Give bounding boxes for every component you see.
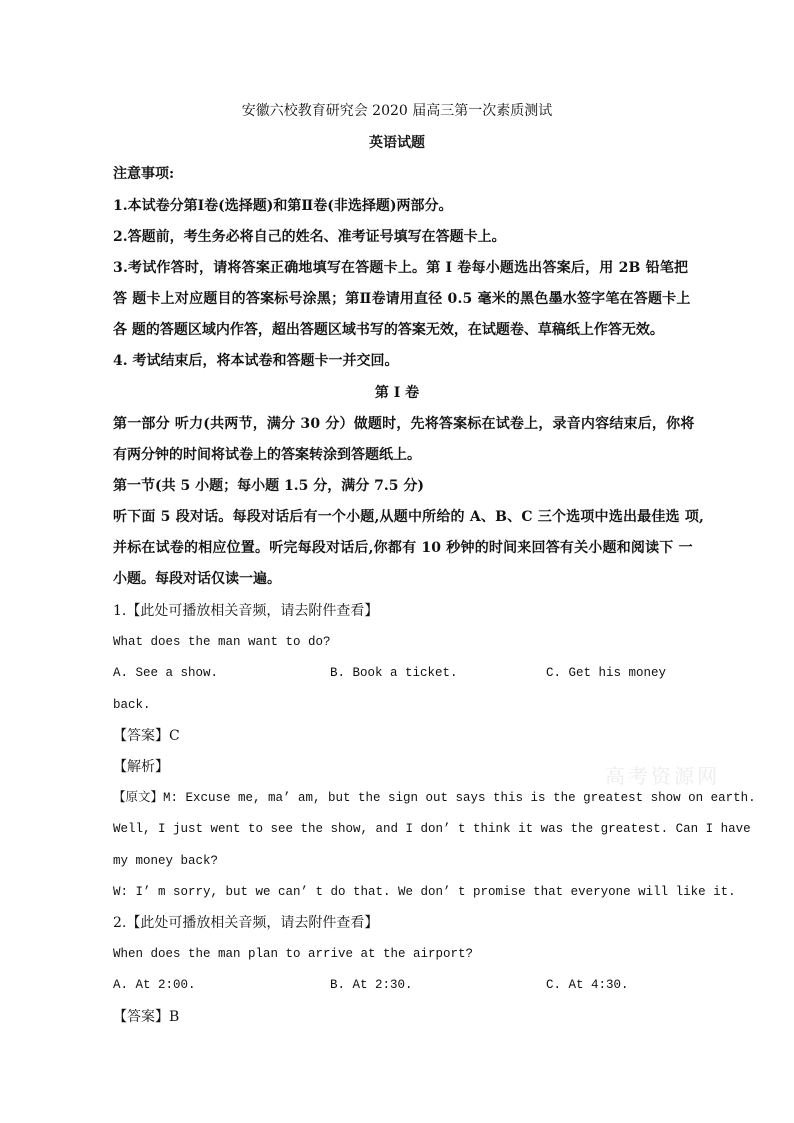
q2-option-a: A. At 2:00. (113, 978, 196, 992)
q2-question: When does the man plan to arrive at the airport? (113, 947, 474, 961)
notes-item-3-line-3: 各 题的答题区域内作答，超出答题区域书写的答案无效，在试题卷、草稿纸上作答无效。 (113, 322, 664, 338)
notes-item-1: 1.本试卷分第Ⅰ卷(选择题)和第Ⅱ卷(非选择题)两部分。 (113, 198, 453, 214)
q1-option-a: A. See a show. (113, 666, 219, 680)
q1-audio-header: 1.【此处可播放相关音频，请去附件查看】 (113, 603, 379, 619)
part1-intro-line-2: 有两分钟的时间将试卷上的答案转涂到答题纸上。 (113, 447, 421, 463)
notes-item-4: 4. 考试结束后，将本试卷和答题卡一并交回。 (113, 353, 399, 369)
q1-transcript-line-4: W: I’ m sorry, but we can’ t do that. We don’ t promise that everyone will like it. (113, 885, 736, 899)
notes-item-3-line-1: 3.考试作答时，请将答案正确地填写在答题卡上。第 I 卷每小题选出答案后，用 2B 铅笔把 (113, 260, 689, 276)
q1-answer: 【答案】C (113, 728, 180, 744)
notes-item-2: 2.答题前，考生务必将自己的姓名、准考证号填写在答题卡上。 (113, 229, 506, 245)
volume-title: 第 I 卷 (374, 385, 420, 401)
document-title: 安徽六校教育研究会 2020 届高三第一次素质测试 (241, 103, 553, 119)
directions-line-3: 小题。每段对话仅读一遍。 (113, 571, 281, 587)
q1-transcript-line-2: Well, I just went to see the show, and I don’ t think it was the greatest. Can I have (113, 822, 751, 836)
section1-title: 第一节(共 5 小题；每小题 1.5 分，满分 7.5 分) (113, 478, 424, 494)
part1-intro-line-1: 第一部分 听力(共两节，满分 30 分）做题时，先将答案标在试卷上，录音内容结束后，你将 (113, 416, 695, 432)
q2-audio-header: 2.【此处可播放相关音频，请去附件查看】 (113, 915, 379, 931)
q1-option-c: C. Get his money (546, 666, 667, 680)
q1-option-b: B. Book a ticket. (330, 666, 458, 680)
document-subtitle: 英语试题 (369, 135, 425, 151)
directions-line-1: 听下面 5 段对话。每段对话后有一个小题,从题中所给的 A、B、C 三个选项中选出最佳选 项, (113, 509, 705, 525)
q1-analysis-label: 【解析】 (113, 759, 169, 775)
q1-option-c-continued: back. (113, 698, 151, 712)
notes-heading: 注意事项: (113, 166, 175, 182)
q2-option-c: C. At 4:30. (546, 978, 629, 992)
q2-option-b: B. At 2:30. (330, 978, 413, 992)
watermark: 高考资源网 (605, 764, 720, 788)
q2-answer: 【答案】B (113, 1009, 180, 1025)
directions-line-2: 并标在试卷的相应位置。听完每段对话后,你都有 10 秒钟的时间来回答有关小题和阅读下 一 (113, 540, 693, 556)
q1-transcript-line-1: 【原文】M: Excuse me, ma’ am, but the sign out says this is the greatest show on earth. (113, 791, 756, 805)
notes-item-3-line-2: 答 题卡上对应题目的答案标号涂黑；第Ⅱ卷请用直径 0.5 毫米的黑色墨水签字笔在答题卡上 (113, 291, 691, 307)
q1-transcript-line-3: my money back? (113, 854, 219, 868)
q1-question: What does the man want to do? (113, 635, 331, 649)
